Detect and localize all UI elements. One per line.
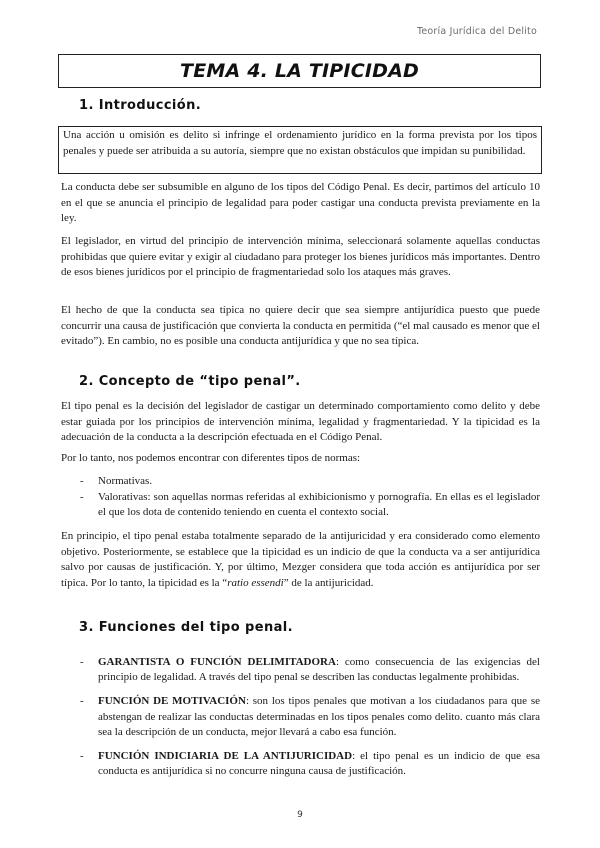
intro-paragraph [61,234,540,281]
section-2-heading: 2. Concepto de “tipo penal”. [79,374,301,389]
function-item [80,694,540,740]
section-1-heading: 1. Introducción. [79,98,202,113]
tipo-penal-paragraph [61,399,540,446]
list-item: - Normativas. [80,474,540,490]
running-header: Teoría Jurídica del Delito [416,26,537,37]
definition-box [58,126,542,174]
tipicidad-paragraph [61,529,540,591]
function-text: : el tipo penal es un indicio de que esa conducta es antijurídica si no concurre ninguna causa de justificación. [98,750,540,778]
function-term: FUNCIÓN INDICIARIA DE LA ANTIJURICIDAD [98,750,353,763]
paragraph: Por lo tanto, nos podemos encontrar con diferentes tipos de normas: [61,452,361,464]
function-item [80,749,540,779]
function-term: GARANTISTA O FUNCIÓN DELIMITADORA [98,656,336,668]
functions-list [80,655,540,779]
function-item [80,655,540,685]
ratio-essendi-term: ratio essendi [227,576,284,589]
text-span: ” de la antijuricidad. [283,576,374,589]
normas-intro-paragraph [61,451,540,467]
page-number: 9 [297,810,303,820]
paragraph: El hecho de que la conducta sea típica no quiere decir que sea siempre antijurídica puesto que puede concurrir una causa de justificación que convierta la conducta en permitida (“el mal causado es menor que el evitado”). En cambio, no es posible una conducta antijurídica y que no sea típica. [61,304,540,348]
section-3-heading: 3. Funciones del tipo penal. [79,620,293,635]
intro-paragraph [61,180,540,227]
intro-paragraph [61,303,540,350]
paragraph: El tipo penal es la decisión del legislador de castigar un determinado comportamiento como delito y debe estar guiada por los principios de intervención mínima, legalidad y fragmentariedad. Y la tipicidad es la adecuación de la conducta a la descripción efectuada en el Código Penal. [61,400,540,444]
chapter-title-box [58,54,541,88]
paragraph [61,529,540,591]
paragraph: El legislador, en virtud del principio de intervención mínima, seleccionará solamente aquellas conductas prohibidas que quiere evitar y exigir al ciudadano para proteger los bienes jurídicos más importantes. Dentro de esos bienes jurídicos por el principio de fragmentariedad solo los ataques más graves. [61,235,540,279]
normas-list [80,474,540,521]
list-item: - Valorativas: son aquellas normas referidas al exhibicionismo y pornografía. En ellas es el legislador el que los dota de contenido teniendo en cuenta el contexto social. [80,490,540,521]
definition-text: Una acción u omisión es delito si infringe el ordenamiento jurídico en la forma prevista por los tipos penales y puede ser atribuida a su autoría, siempre que no existan obstáculos que impidan su punibilidad. [63,129,537,157]
text-span: En principio, el tipo penal estaba totalmente separado de la antijuricidad y era considerado como elemento objetivo. Posteriormente, se establece que la tipicidad es un indicio de que la conducta va a ser antijurídica salvo por causas de justificación. Y, por último, Mezger considera que toda acción es antijurídica por ser típica. Por lo tanto, la tipicidad es la “ [61,530,540,589]
function-term: FUNCIÓN DE MOTIVACIÓN [98,695,246,708]
chapter-title: TEMA 4. LA TIPICIDAD [180,60,419,82]
function-text: : como consecuencia de las exigencias del principio de legalidad. A través del tipo penal se describen las conductas legalmente prohibidas. [98,656,540,684]
paragraph: La conducta debe ser subsumible en alguno de los tipos del Código Penal. Es decir, partimos del artículo 10 en el que se anuncia el principio de legalidad para poder castigar una conducta prevista previamente en la ley. [61,181,540,225]
function-text: : son los tipos penales que motivan a los ciudadanos para que se abstengan de realizar las conductas determinadas en los tipos penales como delito. cuanto más clara sea la descripción de un conducta, mejor llevará a cabo esa función. [98,695,540,738]
